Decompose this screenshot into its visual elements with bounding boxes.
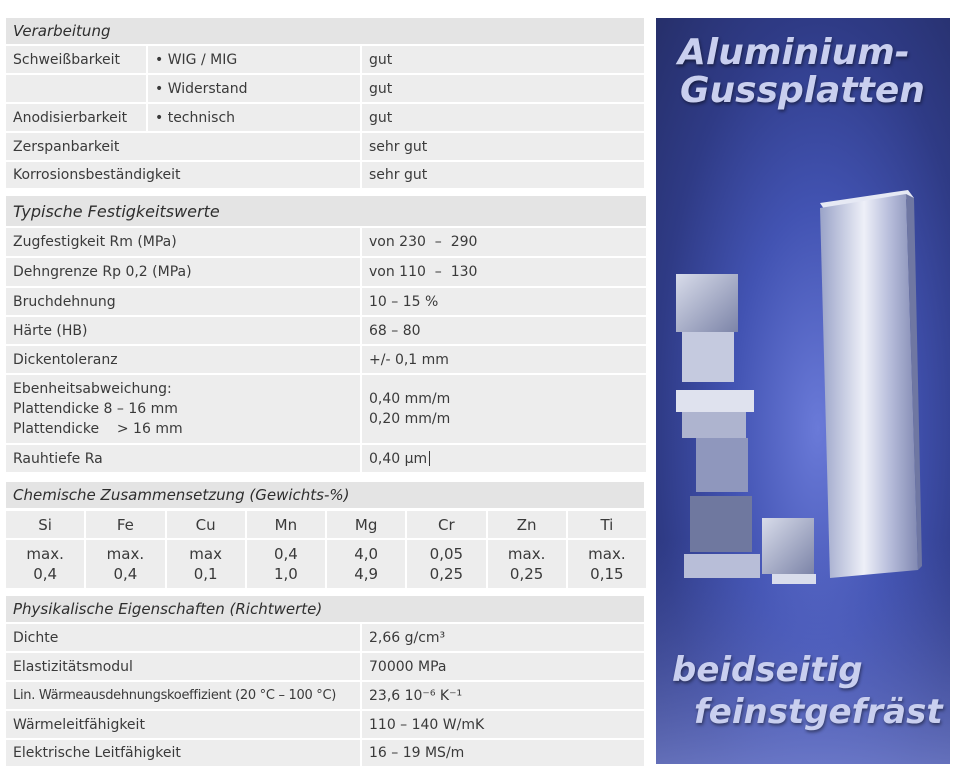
fw-label-dehngrenze: Dehngrenze Rp 0,2 (MPa) <box>6 258 360 286</box>
vb-method-technisch: • technisch <box>148 104 360 131</box>
chem-value-line-1: 0,05 <box>429 545 464 563</box>
chem-value-line-2: 4,9 <box>354 565 379 583</box>
chem-value-line-1: max. <box>106 545 145 563</box>
fw-value-bruchdehnung: 10 – 15 % <box>362 288 646 315</box>
chem-value-line-1: 0,4 <box>273 545 298 563</box>
ebenheit-value-2: 0,20 mm/m <box>369 411 451 427</box>
chem-value-6 <box>488 540 566 588</box>
fw-value-dickentoleranz: +/- 0,1 mm <box>362 346 646 373</box>
ph-value-elektrisch: 16 – 19 MS/m <box>362 740 644 766</box>
chem-value-line-2: 0,4 <box>33 565 58 583</box>
ebenheit-line-1: Ebenheitsabweichung: <box>13 381 172 397</box>
ebenheit-line-2: Plattendicke 8 – 16 mm <box>13 401 178 417</box>
chem-value-line-1: 4,0 <box>354 545 379 563</box>
ph-value-waermeausdehnung: 23,6 10⁻⁶ K⁻¹ <box>362 682 644 709</box>
vb-value-korrosion: sehr gut <box>362 162 644 188</box>
ph-label-elektrisch: Elektrische Leitfähigkeit <box>6 740 360 766</box>
chem-element-0: Si <box>6 511 84 538</box>
chem-value-line-1: max <box>189 545 222 563</box>
vb-label-anodisierbarkeit: Anodisierbarkeit <box>6 104 146 131</box>
ph-value-waermeleit: 110 – 140 W/mK <box>362 711 644 738</box>
chem-element-7: Ti <box>568 511 646 538</box>
vb-label-zerspanbarkeit: Zerspanbarkeit <box>6 133 360 160</box>
fw-label-ebenheit <box>6 375 360 443</box>
verarbeitung-title: Verarbeitung <box>6 18 644 44</box>
fw-value-dehngrenze: von 110 – 130 <box>362 258 646 286</box>
vb-value-anodisierbarkeit: gut <box>362 104 644 131</box>
chem-value-5 <box>407 540 485 588</box>
vb-value-wig-mig: gut <box>362 46 644 73</box>
chem-value-3 <box>247 540 325 588</box>
chem-value-line-2: 0,25 <box>429 565 464 583</box>
photo-caption-line-2: feinstgefräst <box>694 692 943 732</box>
vb-method-widerstand: • Widerstand <box>148 75 360 102</box>
ph-label-dichte: Dichte <box>6 624 360 651</box>
physik-title: Physikalische Eigenschaften (Richtwerte) <box>6 596 644 622</box>
chem-value-1 <box>86 540 164 588</box>
ph-label-waermeleit: Wärmeleitfähigkeit <box>6 711 360 738</box>
fw-label-bruchdehnung: Bruchdehnung <box>6 288 360 315</box>
chem-element-6: Zn <box>488 511 566 538</box>
chem-value-line-1: max. <box>507 545 546 563</box>
vb-label-empty <box>6 75 146 102</box>
chem-value-line-2: 1,0 <box>273 565 298 583</box>
vb-value-zerspanbarkeit: sehr gut <box>362 133 644 160</box>
vb-method-wig-mig: • WIG / MIG <box>148 46 360 73</box>
photo-title-line-2: Gussplatten <box>680 70 925 111</box>
fw-value-ebenheit <box>362 375 646 443</box>
fw-value-rauhtiefe <box>362 445 646 472</box>
fw-label-haerte: Härte (HB) <box>6 317 360 344</box>
chem-value-7 <box>568 540 646 588</box>
chem-value-line-2: 0,25 <box>509 565 544 583</box>
chem-value-line-1: max. <box>26 545 64 563</box>
product-photo <box>656 18 950 764</box>
chem-value-4 <box>327 540 405 588</box>
ph-label-waermeausdehnung: Lin. Wärmeausdehnungskoeffizient (20 °C – 100 °C) <box>6 682 360 709</box>
chem-element-2: Cu <box>167 511 245 538</box>
chem-value-line-1: max. <box>588 545 626 563</box>
fw-value-haerte: 68 – 80 <box>362 317 646 344</box>
chem-element-3: Mn <box>247 511 325 538</box>
photo-caption-line-1: beidseitig <box>672 650 863 690</box>
chem-value-0 <box>6 540 84 588</box>
ph-label-elastizitaet: Elastizitätsmodul <box>6 653 360 680</box>
fw-label-rauhtiefe: Rauhtiefe Ra <box>6 445 360 472</box>
chem-value-line-2: 0,1 <box>193 565 218 583</box>
vb-label-korrosion: Korrosionsbeständigkeit <box>6 162 360 188</box>
chem-element-1: Fe <box>86 511 164 538</box>
chemie-title: Chemische Zusammensetzung (Gewichts-%) <box>6 482 644 508</box>
ph-value-dichte: 2,66 g/cm³ <box>362 624 644 651</box>
chem-element-4: Mg <box>327 511 405 538</box>
chem-value-line-2: 0,15 <box>590 565 624 583</box>
vb-label-schweissbarkeit: Schweißbarkeit <box>6 46 146 73</box>
chem-element-5: Cr <box>407 511 485 538</box>
photo-title-line-1: Aluminium- <box>678 32 910 73</box>
vb-value-widerstand: gut <box>362 75 644 102</box>
chem-value-line-2: 0,4 <box>113 565 138 583</box>
ph-value-elastizitaet: 70000 MPa <box>362 653 644 680</box>
chem-value-2 <box>167 540 245 588</box>
fw-label-dickentoleranz: Dickentoleranz <box>6 346 360 373</box>
rauhtiefe-value-text: 0,40 µm <box>369 450 428 467</box>
fw-label-zugfestigkeit: Zugfestigkeit Rm (MPa) <box>6 228 360 256</box>
text-cursor <box>429 451 430 466</box>
ebenheit-value-1: 0,40 mm/m <box>369 391 451 407</box>
ebenheit-line-3: Plattendicke > 16 mm <box>13 421 183 437</box>
fw-value-zugfestigkeit: von 230 – 290 <box>362 228 646 256</box>
festigkeit-title: Typische Festigkeitswerte <box>6 196 646 226</box>
